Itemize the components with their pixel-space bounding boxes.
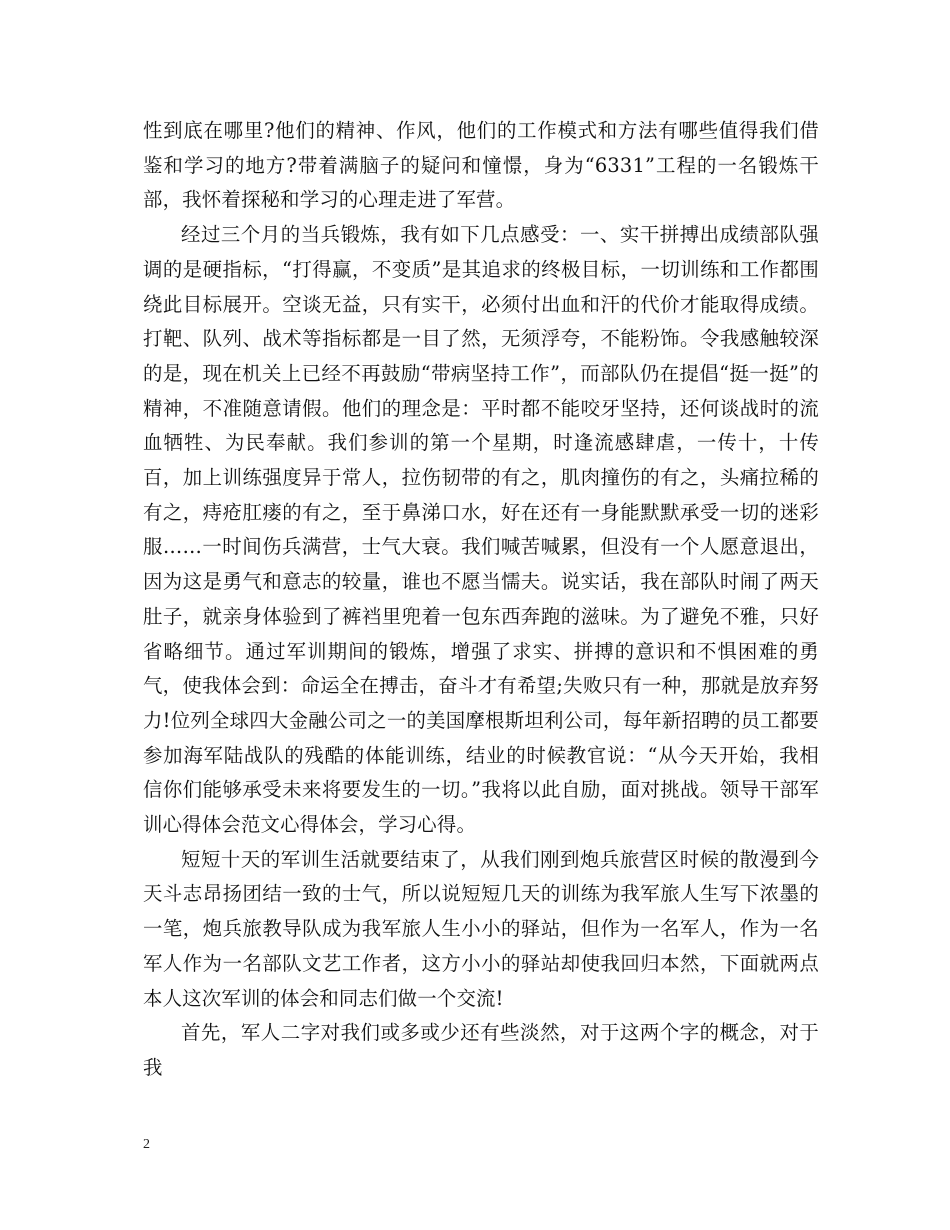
body-text [143,114,819,1086]
paragraph-3: 短短十天的军训生活就要结束了，从我们刚到炮兵旅营区时候的散漫到今天斗志昂扬团结一致的士气，所以说短短几天的训练为我军旅人生写下浓墨的一笔，炮兵旅教导队成为我军旅人生小小的驿站，但作为一名军人，作为一名军人作为一名部队文艺工作者，这方小小的驿站却使我回归本然，下面就两点本人这次军训的体会和同志们做一个交流! [143,847,819,1010]
paragraph-1: 性到底在哪里?他们的精神、作风，他们的工作模式和方法有哪些值得我们借鉴和学习的地方?带着满脑子的疑问和憧憬，身为“6331”工程的一名锻炼干部，我怀着探秘和学习的心理走进了军营。 [143,119,819,212]
page-number: 2 [143,1137,150,1152]
paragraph-2: 经过三个月的当兵锻炼，我有如下几点感受：一、实干拼搏出成绩部队强调的是硬指标，“打得赢，不变质”是其追求的终极目标，一切训练和工作都围绕此目标展开。空谈无益，只有实干，必须付出血和汗的代价才能取得成绩。打靶、队列、战术等指标都是一目了然，无须浮夸，不能粉饰。令我感触较深的是，现在机关上已经不再鼓励“带病坚持工作”，而部队仍在提倡“挺一挺”的精神，不准随意请假。他们的理念是：平时都不能咬牙坚持，还何谈战时的流血牺牲、为民奉献。我们参训的第一个星期，时逢流感肆虐，一传十，十传百，加上训练强度异于常人，拉伤韧带的有之，肌肉撞伤的有之，头痛拉稀的有之，痔疮肛瘘的有之，至于鼻涕口水，好在还有一身能默默承受一切的迷彩服……一时间伤兵满营，士气大衰。我们喊苦喊累，但没有一个人愿意退出，因为这是勇气和意志的较量，谁也不愿当懦夫。说实话，我在部队时闹了两天肚子，就亲身体验到了裤裆里兜着一包东西奔跑的滋味。为了避免不雅，只好省略细节。通过军训期间的锻炼，增强了求实、拼搏的意识和不惧困难的勇气，使我体会到：命运全在搏击，奋斗才有希望;失败只有一种，那就是放弃努力!位列全球四大金融公司之一的美国摩根斯坦利公司，每年新招聘的员工都要参加海军陆战队的残酷的体能训练，结业的时候教官说：“从今天开始，我相信你们能够承受未来将要发生的一切。”我将以此自励，面对挑战。领导干部军训心得体会范文心得体会，学习心得。 [143,223,819,837]
paragraph-4: 首先，军人二字对我们或多或少还有些淡然，对于这两个字的概念，对于我 [143,1021,819,1079]
